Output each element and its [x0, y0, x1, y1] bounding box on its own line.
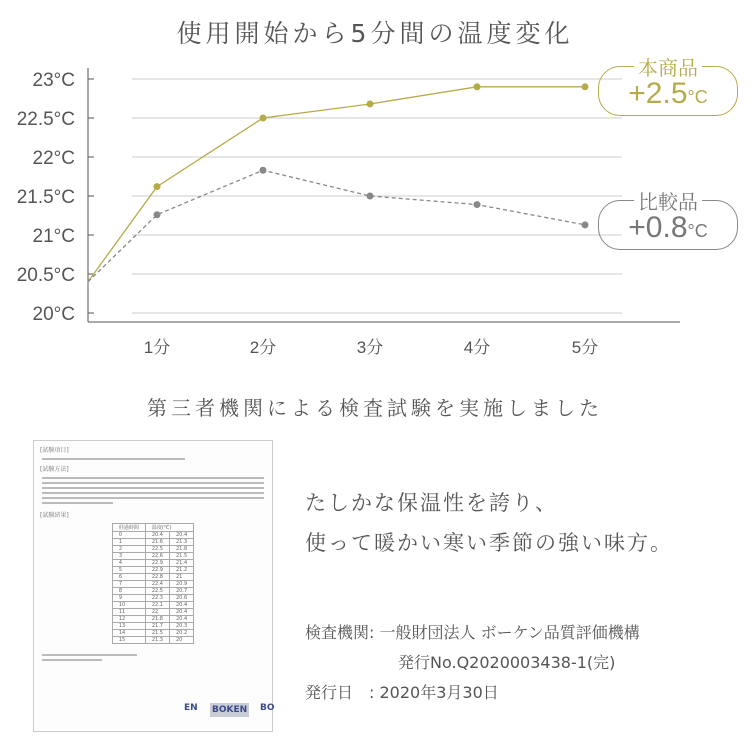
date-label: 発行日 :: [305, 683, 375, 702]
data-point: [367, 193, 374, 200]
y-tick-label: 20°C: [32, 304, 75, 325]
body-text: [305, 483, 673, 563]
x-tick-label: 4分: [463, 338, 491, 357]
x-tick-label: 3分: [356, 338, 384, 357]
doc-heading: [試験結果]: [40, 512, 69, 519]
data-point: [260, 115, 267, 122]
unit: °C: [687, 221, 708, 241]
unit: °C: [687, 87, 708, 107]
x-tick-label: 5分: [571, 338, 599, 357]
y-tick-label: 22°C: [32, 148, 75, 169]
boken-stamp: BOKEN: [212, 705, 248, 715]
x-tick-label: 1分: [143, 338, 171, 357]
product-label: 本商品: [634, 56, 702, 80]
stamp-text: EN: [184, 703, 198, 713]
body-line: 使って暖かい寒い季節の強い味方。: [305, 531, 673, 555]
stamp-text: BO: [260, 703, 275, 713]
y-tick-label: 21.5°C: [16, 187, 75, 208]
comparison-delta: +0.8: [628, 211, 688, 244]
x-tick-label: 2分: [249, 338, 277, 357]
product-badge: [598, 56, 738, 116]
y-tick-label: 21°C: [32, 226, 75, 247]
product-delta: +2.5: [628, 77, 688, 110]
data-point: [474, 83, 481, 90]
data-point: [474, 201, 481, 208]
section-subtitle: 第三者機関による検査試験を実施しました: [147, 396, 603, 420]
test-report-image: [33, 440, 273, 732]
series-line-product: [88, 87, 585, 282]
org-value: 一般財団法人 ボーケン品質評価機構: [379, 623, 640, 642]
org-label: 検査機関:: [305, 623, 375, 642]
info-date: [305, 680, 499, 703]
y-tick-label: 22.5°C: [16, 109, 75, 130]
info-org: [305, 620, 640, 643]
body-line: たしかな保温性を誇り、: [305, 491, 558, 515]
info-issue: 発行No.Q2020003438-1(完): [398, 653, 616, 672]
doc-heading: [試験項目]: [40, 447, 69, 454]
comparison-badge: [598, 190, 738, 250]
y-tick-label: 20.5°C: [16, 265, 75, 286]
data-point: [582, 221, 589, 228]
chart-title: 使用開始から5分間の温度変化: [176, 19, 574, 48]
data-point: [367, 100, 374, 107]
data-point: [154, 211, 161, 218]
date-value: 2020年3月30日: [379, 683, 499, 702]
data-point: [154, 183, 161, 190]
doc-table: 経過時間 温度(℃) 0 20.4 20.4 1 21.6 21.3 2 22.5 21.8 3 22.6 21.5 4 22.9 21.4 5 22.9 21.2 6 22.8 21 7 22.4 20.9 8 22.5 20.7 9 22.3 20.6 10 22.1 20.4 11 22 20.4 12 21.8 20.4 13 21.7 20.3 14 21.5 20.2 15 21.3 20: [112, 523, 194, 644]
comparison-label: 比較品: [634, 190, 702, 214]
doc-heading: [試験方法]: [40, 466, 69, 473]
y-tick-label: 23°C: [32, 70, 75, 91]
data-point: [582, 83, 589, 90]
series-line-comparison: [88, 170, 585, 282]
data-point: [260, 167, 267, 174]
